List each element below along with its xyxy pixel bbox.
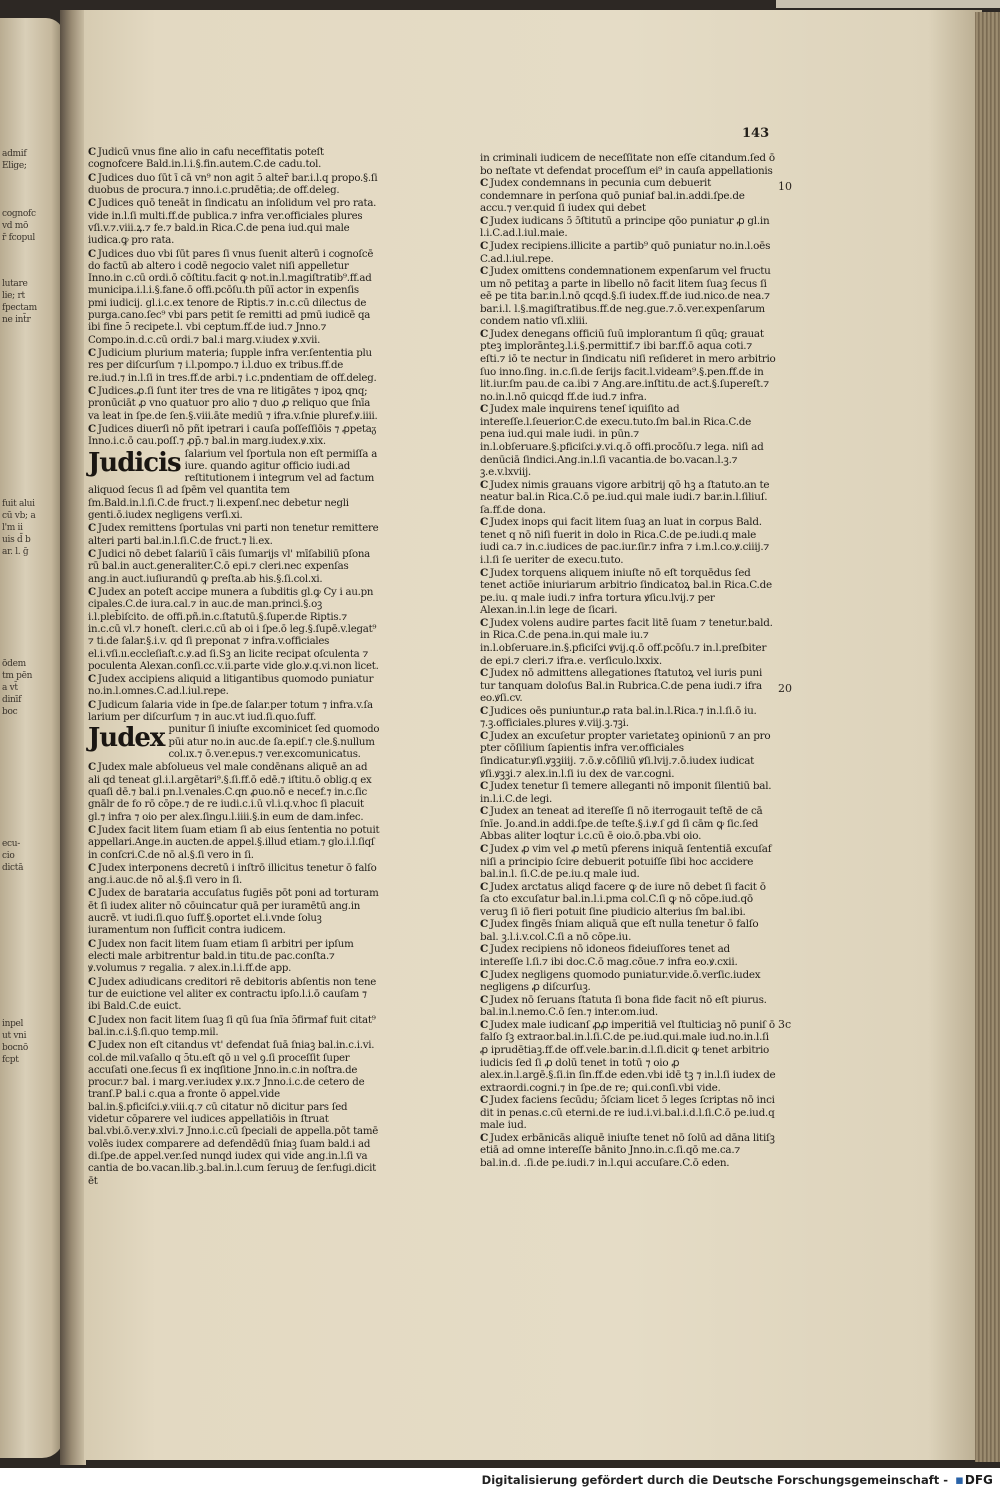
entry-text: Judex an excuſetur propter varietateꝫ opinionū ⁊ an pro pter cōſilium ſapientis infra ver.officiales ſindicatur.ꝟſi.ꝟꝫꝫiiij. ⁊.ō.ꝟ.cōſiliū ꝟſi.lvij.⁊.ō.iudex iudicat ꝟſi.ꝟꝫꝫi.⁊ alex.in.l.ſi iu dex de var.cogni. — [480, 729, 771, 780]
pilcrow-mark: C — [480, 1094, 489, 1107]
entry-text: Judex nō ſeruans ſtatuta ſi bona fide facit nō eſt piurus. bal.in.l.nemo.C.ō ſen.⁊ inter.om.iud. — [480, 993, 767, 1019]
pilcrow-mark: C — [480, 239, 489, 252]
pilcrow-mark: C — [88, 698, 96, 711]
entry-text: Judicū vnus fine alio in cafu neceffitatis poteſt cognofcere Bald.in.l.i.§.fin.autem.C.de cadu.tol. — [88, 147, 324, 171]
text-entry — [88, 887, 380, 937]
text-entry — [480, 780, 776, 805]
entry-text: Judices oēs puniuntur.ꝓ rata bal.in.l.Rica.⁊ in.l.ſi.ō iu. ⁊.ꝫ.officiales.plures ꝟ.viij.ꝫ.⁊ꝫi. — [480, 704, 757, 730]
pilcrow-mark: C — [480, 880, 489, 893]
pilcrow-mark: C — [88, 761, 96, 774]
page-edge — [975, 12, 1000, 1462]
text-entry — [88, 385, 380, 423]
entry-text: Judex faciens ſecūdu; ɔ̄ſciam licet ɔ̄ leges ſcriptas nō inci dit in penas.c.cū eterni.de re iud.i.vi.bal.i.d.l.ſi.C.ō pe.iud.q male iud. — [480, 1094, 775, 1132]
text-entry — [88, 938, 380, 976]
book-gutter — [60, 10, 86, 1465]
entry-text: Judices duo vbi ſūt pares ſi vnus ſuenit alterū i cognoſcē do factū ab altero i codē negocio valet niſi appelletur Inno.in c.cū ordi.ō cōſtitu.facit ꝙ not.in.l.magiſtratib⁹.ff.ad municipa.i.l.i.§.fane.ō offi.pcōſu.th pūī actor in expenſis pmi iudicij. gl.i.c.ex tenore de Riptis.⁊ in.c.cū dilectus de purga.cano.ſec⁹ vbi pars petit ſe remitti ad pmū iudicē qa ibi fine ɔ̄ recipete.l. vbi ceptum.ff.de iud.⁊ Jnno.⁊ Compo.in.d.c.cū ordi.⁊ bal.i marg.v.iudex ꝟ.xvii. — [88, 248, 374, 346]
pilcrow-mark: C — [480, 616, 489, 629]
text-entry — [88, 761, 380, 824]
text-entry — [480, 667, 776, 705]
pilcrow-mark: C — [88, 585, 96, 598]
right-text-column — [480, 152, 776, 1170]
text-entry — [88, 1039, 380, 1188]
heading-word: Judex — [88, 723, 165, 754]
entry-text: Judex inops qui facit litem ſuaꝫ an luat in corpus Bald. tenet q nō niſi fuerit in dolo in Rica.C.de pe.iudi.q male iudi ca.⁊ in.c.iudices de pac.iur.ſir.⁊ infra ⁊ i.m.l.co.ꝟ.ciiij.⁊ i.l.ſi ſe ueriter de execu.tuto. — [480, 516, 770, 566]
left-page-fragment: inpel ut vni bocnō fcpt — [2, 1019, 28, 1065]
pilcrow-mark: C — [88, 347, 96, 359]
entry-text: Judex denegans officiū ſuū implorantum ſi qūq; grauat pteꝫ implorānteꝫ.l.i.§.permittif.⁊ ibi bar.ff.ō aqua coti.⁊ eſti.⁊ iō te nectur in ſindicatu niſi reſideret in mero arbitrio ſuo inno.ſing. in.c.ſi.de ſerijs facit.l.videam⁹.§.pen.ff.de in lit.iur.ſm pau.de ca.ibi ⁊ Ang.are.inſtitu.de act.§.ſupereſt.⁊ no.in.l.nō quicqd ff.de iud.⁊ infra. — [480, 327, 776, 403]
entry-text: Judex erbānicās aliquē iniuſte tenet nō ſolū ad dāna litiſꝫ etiā ad omne intereſſe bānito Jnno.in.c.ſi.qō me.ca.⁊ bal.in.d. .ſi.de pe.iudi.⁊ in.l.qui accuſare.C.ō eden. — [480, 1131, 775, 1169]
left-text-column — [88, 146, 380, 1188]
entry-text: Judex male iudicanſ ꝓꝓ imperitiā vel ſtulticiaꝫ nō puniſ ō falſo ſꝫ extraor.bal.in.l.ſi.C.de pe.iud.qui.male iud.no.in.l.ſi ꝓ iprudētiaꝫ.ff.de off.vele.bar.in.d.l.ſi.dicit ꝙ tenet arbitrio iudicis ſed ſi ꝓ dolū tenet in totū ⁊ oio ꝓ alex.in.l.argē.§.ſi.in ſin.ff.de eden.vbi idē tꝫ ⁊ in.l.ſi iudex de extraordi.cogni.⁊ in ſpe.de re; qui.conſi.vbi vide. — [480, 1018, 776, 1094]
text-entry — [480, 265, 776, 328]
entry-text: in criminali iudicem de neceſſitate non eſſe citandum.ſed ō bo neſtate vt defendat proceſſum ei⁹ in cauſa appellationis — [480, 152, 775, 177]
entry-text: Judex interponens decretū i inſtrō illicitus tenetur ō falſo ang.i.auc.de nō al.§.ſi vero in ſi. — [88, 862, 377, 887]
left-facing-page — [0, 18, 64, 1458]
pilcrow-mark: C — [480, 842, 489, 855]
text-entry — [88, 824, 380, 862]
text-entry — [480, 1132, 776, 1170]
entry-text: Judex tenetur ſi temere alleganti nō imponit ſilentiū bal. in.l.i.C.de legi. — [480, 780, 772, 805]
text-entry — [480, 881, 776, 919]
pilcrow-mark: C — [480, 729, 489, 742]
left-page-fragment: fuit alui cū vb; a l'm ii uis d̄ b ar. l. ḡ — [2, 499, 36, 557]
pilcrow-mark: C — [480, 667, 489, 680]
entry-text: Judicium plurium materia; ſupple infra ver.ſententia plu res per diſcurſum ⁊ i.l.pompo.⁊ i.l.duo ex tribus.ff.de re.iud.⁊ in.l.ſi in tres.ff.de arbi.⁊ i.c.pndentiam de off.deleg. — [88, 348, 377, 384]
pilcrow-mark: C — [88, 247, 96, 260]
text-entry — [480, 843, 776, 881]
heading-word: Judicis — [88, 447, 181, 478]
pilcrow-mark: C — [88, 861, 96, 874]
pilcrow-mark: C — [88, 1039, 96, 1052]
pilcrow-mark: C — [480, 805, 489, 818]
text-entry — [88, 976, 380, 1014]
entry-text: Judex male inquirens teneſ iquiſito ad intereſſe.l.ſeuerior.C.de execu.tuto.ſm bal.in Rica.C.de pena iud.qui male iudi. in pūn.⁊ in.l.obſeruare.§.pficiſci.ꝟ.vi.q.ō offi.procōſu.⁊ lega. niſi ad denūciā ſindici.Ang.in.l.ſi vacantia.de bo.vacan.l.ꝫ.⁊ ꝫ.e.v.lxviij. — [480, 403, 764, 479]
text-entry — [480, 918, 776, 943]
entry-text: Judex non facit litem ſuaꝫ ſi qū ſua ſnīa ɔ̄firmaf fuit citat⁹ bal.in.c.i.§.ſi.quo temp.mil. — [88, 1014, 376, 1038]
entry-text: Judex non eſt citandus vt' defendat ſuā ſniaꝫ bal.in.c.i.vi. col.de mil.vaſallo q ɔ̄tu.eſt qō ıı vel ꝯ.ſi proceſſit ſuper accuſati one.ſecus ſi ex inqſitione Jnno.in.c.in noſtra.de procur.⁊ bal. i marg.ver.iudex ꝟ.ıx.⁊ Jnno.i.c.de cetero de tranſ.P bal.i c.qua a fronte ō appel.vide bal.in.§.pficiſci.ꝟ.viii.q.⁊ cū citatur nō dicitur pars ſed videtur cōparere vel iudices appellatiōis in ſtruat bal.vbi.ō.ver.ꝟ.xlvi.⁊ Jnno.i.c.cū ſpeciali de appella.pōt tamē volēs iudex comparere ad defendēdū ſniaꝫ ſuam bald.i ad di.ſpe.de appel.ver.ſed nunqd iudex qui vide ang.in.l.ſi va cantia de bo.vacan.lib.ꝫ.bal.in.l.cum ſeruuꝫ de ſer.fugi.dicit ēt — [88, 1040, 379, 1187]
entry-text: Judex iudicans ɔ̄ ɔ̄ſtitutū a principe qōo puniatur ꝓ gl.in l.i.C.ad.l.iul.maie. — [480, 214, 770, 240]
left-page-fragment: ōdem tm pēn a vt̄ dinīf boc — [2, 659, 33, 717]
pilcrow-mark: C — [480, 516, 489, 529]
text-entry — [480, 215, 776, 240]
text-entry — [480, 943, 776, 968]
pilcrow-mark: C — [88, 1013, 96, 1026]
pilcrow-mark: C — [480, 403, 489, 416]
pilcrow-mark: C — [88, 975, 96, 988]
pilcrow-mark: C — [480, 1018, 489, 1031]
left-page-fragment: admif Elige; — [2, 149, 27, 171]
entry-text: Judicum ſalaria vide in ſpe.de ſalar.per totum ⁊ infra.v.ſa larium per diſcurſum ⁊ in auc.vt iud.ſi.quo.ſuff. — [88, 699, 373, 724]
entry-text: Judices.ꝓ.ſi ſunt iter tres de vna re litigātes ⁊ ipoꝝ qnq; pronūciāt ꝓ vno quatuor pro alio ⁊ duo ꝓ reliquo que ſnīa va leat in ſpe.de ſen.§.viii.āte mediū ⁊ ifra.v.ſnie pluref.ꝟ.iiii. — [88, 385, 378, 422]
pilcrow-mark: C — [480, 993, 489, 1006]
entry-text: Judici nō debet ſalariū ī cāis ſumarijs vl' mīſabiliū pſona rū bal.in auct.generaliter.C.ō epi.⁊ cleri.nec expenſas ang.in auct.iuſiurandū ꝙ preſta.ab his.§.ſi.col.xi. — [88, 549, 370, 585]
text-entry — [88, 673, 380, 699]
text-entry — [88, 586, 380, 673]
dfg-logo: ▪DFG — [955, 1473, 993, 1488]
text-entry — [480, 969, 776, 994]
dfg-logo-text: DFG — [964, 1473, 993, 1487]
entry-text: Judex fingēs ſniam aliquā que eſt nulla tenetur ō falſo bal. ꝫ.l.i.v.col.C.ſi a nō cōpe.iu. — [480, 918, 759, 943]
entry-text: Judex recipiens nō idoneos fideiuſſores tenet ad intereſſe l.ſi.⁊ ibi doc.C.ō mag.cōue.⁊ infra eo.ꝟ.cxii. — [480, 943, 738, 968]
pilcrow-mark: C — [88, 422, 96, 435]
text-entry — [480, 730, 776, 780]
line-number: 20 — [778, 682, 792, 695]
entry-text: Judex recipiens.illicite a partib⁹ quō puniatur no.in.l.oēs C.ad.l.iul.repe. — [480, 239, 771, 265]
text-entry — [480, 994, 776, 1019]
digitization-footer — [0, 1468, 1000, 1493]
left-page-fragment: ecu- cio dictā — [2, 839, 24, 873]
pilcrow-mark: C — [88, 171, 96, 184]
line-number: 3c — [778, 1018, 792, 1031]
entry-text: ſalarium vel ſportula non eſt permiſſa a iure. quando agitur officio iudi.ad reſtitutionem i integrum vel ad factum aliquod ſecus ſi ad ſpēm vel quantita tem ſm.Bald.in.l.ſi.C.de fruct.⁊ li.expenſ.nec debetur negli genti.ō.iudex negligens verſi.xi. — [88, 448, 378, 522]
entry-text: Judex nimis grauans vigore arbitrij qō hꝫ a ſtatuto.an te neatur bal.in Rica.C.ō pe.iud.qui male iudi.⁊ bar.in.l.ſiliuſ. ſa.ff.de dona. — [480, 478, 770, 516]
text-entry — [480, 516, 776, 566]
footer-credit: Digitalisierung gefördert durch die Deutsche Forschungsgemeinschaft - — [481, 1473, 948, 1487]
entry-text: Judex facit litem ſuam etiam ſi ab eius ſententia no potuit appellari.Ange.in aucten.de appel.§.illud etiam.⁊ glo.i.l.ſiqſ in conſcri.C.de nō al.§.ſi vero in ſi. — [88, 824, 380, 861]
entry-text: Judices quō teneāt in ſindicatu an inſolidum vel pro rata. vide in.l.ſi multi.ff.de publica.⁊ infra ver.officiales plures vſi.v.⁊.viii.ꝝ.⁊ fe.⁊ bald.in Rica.C.de pena iud.qui male iudica.ꝙ pro rata. — [88, 198, 377, 247]
text-entry — [480, 705, 776, 730]
text-entry — [88, 146, 380, 172]
entry-text: Judex accipiens aliquid a litigantibus quomodo puniatur no.in.l.omnes.C.ad.l.iul.repe. — [88, 674, 374, 698]
pilcrow-mark: C — [480, 177, 489, 190]
pilcrow-mark: C — [88, 384, 96, 397]
pilcrow-mark: C — [480, 214, 489, 227]
text-entry — [88, 699, 380, 725]
text-entry — [88, 347, 380, 385]
pilcrow-mark: C — [480, 704, 489, 717]
text-entry — [88, 724, 380, 761]
pilcrow-mark: C — [88, 887, 96, 900]
text-entry — [88, 1014, 380, 1040]
entry-text: Judex negligens quomodo puniatur.vide.ō.verſic.iudex negligens ꝓ diſcurſuꝫ. — [480, 968, 761, 994]
pilcrow-mark: C — [88, 146, 96, 158]
entry-text: punitur ſi iniuſte excominicet ſed quomodo pūi atur no.in auc.de ſa.epiſ.⁊ cle.§.nullum col.ıx.⁊ ō.ver.epus.⁊ ver.excomunicatus. — [168, 724, 380, 760]
left-page-fragment: cognofc vd mō r̄ fcopul — [2, 209, 36, 243]
text-entry — [88, 548, 380, 586]
text-entry — [88, 449, 380, 523]
pilcrow-mark: C — [88, 548, 96, 560]
entry-text: Judex de barataria accuſatus fugiēs pōt poni ad torturam ēt ſi iudex aliter nō cōuincatur quā per iuramētū ang.in aucrē. vt iudi.ſi.quo ſuff.§.oportet el.i.vnde ſoluꝫ iuramentum non ſufficit contra iudicem. — [88, 888, 379, 937]
pilcrow-mark: C — [88, 197, 96, 210]
entry-text: Judices diuerſi nō pñt ipetrari i cauſa poſſeſſiōis ⁊ ꝓpetaᵹ Inno.i.c.ō cau.poſſ.⁊ ꝓp̄.⁊ bal.in marg.iudex.ꝟ.xix. — [88, 423, 377, 448]
pilcrow-mark: C — [480, 968, 489, 981]
text-entry — [480, 152, 776, 177]
folio-number: 143 — [742, 126, 770, 141]
pilcrow-mark: C — [480, 780, 489, 793]
entry-text: Judex nō admittens allegationes ſtatutoꝝ vel iuris puni tur tanquam doloſus Bal.in Rubrica.C.de pena iudi.⁊ ifra eo.ꝟſi.cv. — [480, 667, 763, 705]
entry-text: Judex an teneat ad itereſſe ſi nō iterrogauit teſtē de cā ſnīe. Jo.and.in addi.ſpe.de teſte.§.i.ꝟ.ſ gd ſi cām ꝙ ſic.ſed Abbas aliter loqtur i.c.cū ē oio.ō.pba.vbi oio. — [480, 805, 763, 843]
entry-text: Judex remittens ſportulas vni parti non tenetur remittere alteri parti bal.in.l.ſi.C.de fruct.⁊ li.ex. — [88, 523, 379, 547]
entry-text: Judex non facit litem ſuam etiam ſi arbitri per ipſum electi male arbitrentur bald.in titu.de pac.conſta.⁊ ꝟ.volumus ⁊ regalia. ⁊ alex.in.l.i.ff.de app. — [88, 938, 354, 975]
left-page-fragment: lutare lie; rt fpectam ne int̄r — [2, 279, 37, 325]
entry-text: Judex omittens condemnationem expenſarum vel fructu um nō petitaꝫ a parte in libello nō facit litem ſuaꝫ ſecus ſi eē pe tita bar.in.l.nō qcqd.§.ſi iudex.ff.de iud.nico.de nea.⁊ bar.i.l. l.§.magiſtratibus.ff.de neg.gue.⁊.ō.ver.expenſarum condem natio vſi.xliii. — [480, 265, 771, 328]
entry-text: Judices duo ſūt ī cā vn⁹ non agit ɔ̄ alter̄ bar.i.l.q propo.§.ſi duobus de procura.⁊ inno.i.c.prudētia;.de off.deleg. — [88, 172, 378, 196]
text-entry — [88, 423, 380, 449]
text-entry — [88, 248, 380, 348]
pilcrow-mark: C — [480, 327, 489, 340]
pilcrow-mark: C — [480, 265, 489, 278]
entry-text: Judex an poteſt accipe munera a ſubditis gl.ꝙ Cy i au.pn cipales.C.de iura.cal.⁊ in auc.de man.princi.§.oꝫ i.l.pleb̄iſcito. de offi.pñ.in.c.ſtatutū.§.ſuper.de Riptis.⁊ in.c.cū vl.⁊ honeſt. cleri.c.cū ab oi i ſpe.ō leg.§.ſupē.v.legat⁹ ⁊ ti.de ſalar.§.i.v. qd ſi preponat ⁊ infra.v.officiales el.i.vſi.ıı.eccleſiaſt.c.ꝟ.ad ſi.Sꝫ an licite recipat oſculenta ⁊ poculenta Alexan.conſi.cc.v.ii.parte vide glo.ꝟ.q.vi.non licet. — [88, 586, 379, 672]
entry-text: Judex arctatus aliqd facere ꝙ de iure nō debet ſi facit ō ſa cto excuſatur bal.in.l.i.pma col.C.ſi ꝙ nō cōpe.iud.qō veruꝫ ſi iō fieri potuit ſine piudicio alterius ſm bal.ibi. — [480, 880, 766, 918]
text-entry — [480, 479, 776, 517]
pilcrow-mark: C — [88, 673, 96, 686]
entry-text: Judex male abſolueus vel male condēnans aliquē an ad ali qd teneat gl.i.l.argētari⁹.§.ſi.ff.ō edē.⁊ iſtitu.ō oblig.q ex quaſi dē.⁊ bal.i pn.l.venales.C.qn ꝓuo.nō e necef.⁊ in.c.ſic gnālr de fo rō cōpe.⁊ de re iudi.c.i.ū vl.i.q.v.hoc ſi placuit gl.⁊ infra ⁊ oio per alex.ſingu.l.iiii.§.in eum de dam.infec. — [88, 762, 372, 823]
pilcrow-mark: C — [88, 823, 96, 836]
text-entry — [480, 328, 776, 403]
text-entry — [88, 172, 380, 198]
text-entry — [480, 1019, 776, 1094]
text-entry — [480, 1094, 776, 1132]
pilcrow-mark: C — [480, 943, 489, 956]
text-entry — [480, 567, 776, 617]
text-entry — [88, 862, 380, 888]
pilcrow-mark: C — [480, 478, 489, 491]
pilcrow-mark: C — [88, 937, 96, 950]
entry-text: Judex torquens aliquem iniuſte nō eſt torquēdus ſed tenet actiōe iniuriarum arbitrio ſindicatoꝝ bal.in Rica.C.de pe.iu. q male iudi.⁊ infra tortura ꝟſicu.lvij.⁊ per Alexan.in.l.in lege de ſicari. — [480, 566, 772, 617]
text-entry — [480, 805, 776, 843]
pilcrow-mark: C — [480, 566, 489, 579]
entry-text: Judex adiudicans creditori rē debitoris abſentis non tene tur de euictione vel aliter ex contractu ipſo.l.i.ō cauſam ⁊ ibi Bald.C.de euict. — [88, 976, 377, 1013]
text-entry — [480, 177, 776, 215]
text-entry — [480, 240, 776, 265]
entry-text: Judex ꝓ vim vel ꝓ metū pferens iniquā ſententiā excuſaf niſi a principio ſcire debuerit potuiſſe ſibi hoc accidere bal.in.l. ſi.C.de pe.iu.q male iud. — [480, 842, 772, 881]
pilcrow-mark: C — [480, 1131, 489, 1144]
entry-text: Judex condemnans in pecunia cum debuerit condemnare in perſona quō puniaf bal.in.addi.ſpe.de accu.⁊ ver.quid ſi iudex qui debet — [480, 177, 745, 215]
pilcrow-mark: C — [480, 918, 489, 931]
pilcrow-mark: C — [88, 522, 96, 535]
text-entry — [480, 403, 776, 478]
scan-ruler — [776, 0, 1000, 8]
line-number: 10 — [778, 180, 792, 193]
text-entry — [480, 617, 776, 667]
text-entry — [88, 197, 380, 247]
entry-text: Judex volens audire partes facit litē ſuam ⁊ tenetur.bald. in Rica.C.de pena.in.qui male iu.⁊ in.l.obſeruare.in.§.pficiſci ꝟvij.q.ō off.pcōſu.⁊ in.l.preſbiter de epi.⁊ cleri.⁊ ifra.e. verſiculo.lxxix. — [480, 616, 773, 667]
text-entry — [88, 522, 380, 548]
